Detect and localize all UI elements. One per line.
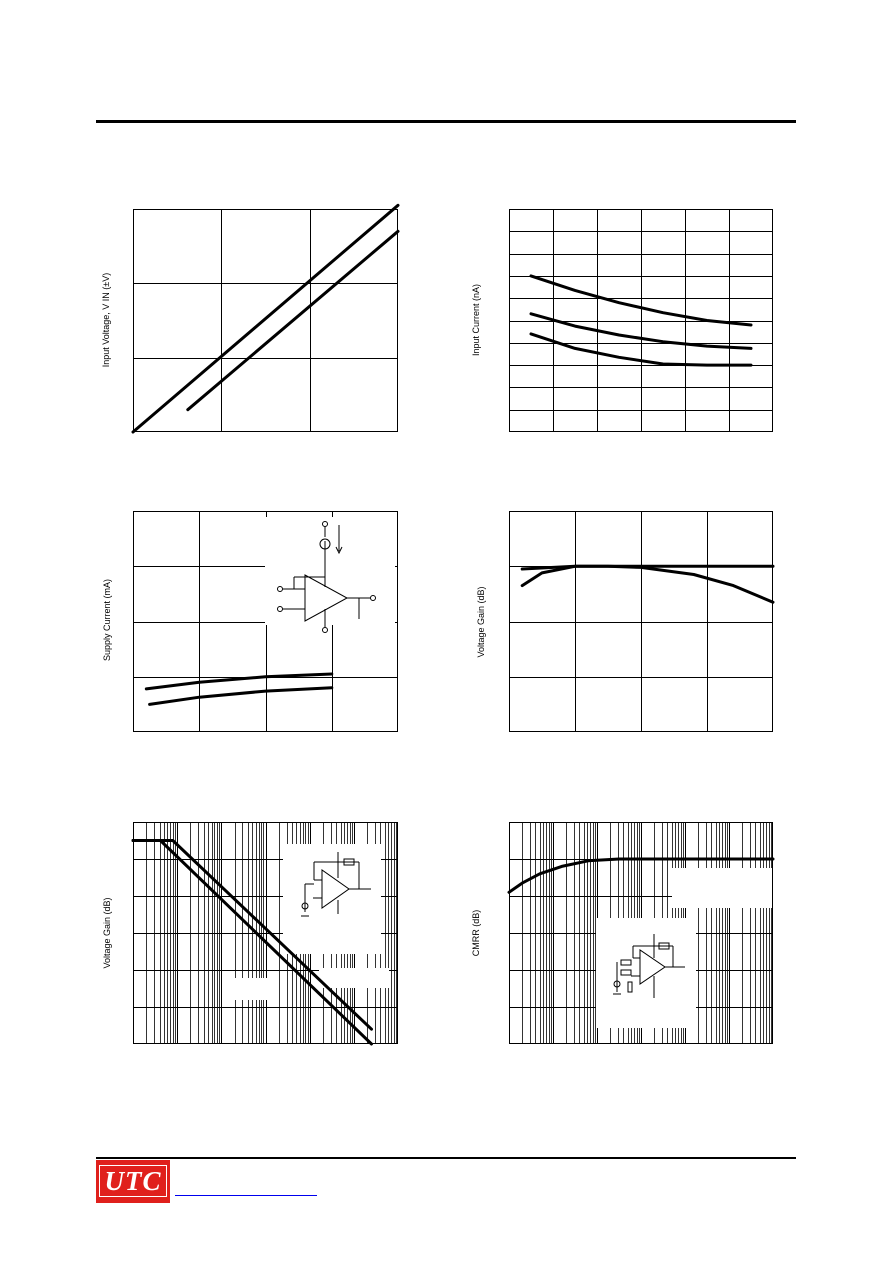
chart-cmrr — [509, 822, 773, 1044]
chart-input-voltage — [133, 209, 398, 432]
utc-logo-text: UTC — [99, 1165, 167, 1197]
circuit-inset — [596, 868, 772, 1028]
y-axis-label: Voltage Gain (dB) — [102, 897, 112, 969]
y-axis-label: Input Voltage, V IN (±V) — [101, 272, 111, 368]
inset-background — [596, 918, 696, 1028]
label-box — [672, 868, 772, 908]
y-axis-label: Voltage Gain (dB) — [476, 586, 486, 658]
terminal — [323, 628, 328, 633]
footer-link[interactable] — [175, 1195, 317, 1196]
series-line — [150, 688, 332, 705]
y-axis-label: Supply Current (mA) — [102, 578, 112, 662]
label-box — [319, 968, 389, 988]
utc-logo — [96, 1160, 170, 1203]
footer-rule — [96, 1157, 796, 1159]
chart-voltage-gain — [509, 511, 773, 732]
series-line — [133, 205, 398, 432]
header-rule — [96, 120, 796, 123]
label-box — [223, 978, 279, 1000]
series-line — [146, 674, 331, 689]
grid — [509, 209, 773, 432]
chart-supply-current — [133, 511, 398, 732]
grid — [509, 511, 773, 732]
y-axis-label: Input Current (nA) — [471, 283, 481, 357]
circuit-inset — [265, 517, 395, 633]
circuit-inset — [223, 844, 389, 1000]
y-axis-label: CMRR (dB) — [471, 909, 481, 957]
inset-background — [283, 844, 381, 954]
chart-gain-frequency — [133, 822, 398, 1044]
series-line — [188, 231, 398, 409]
chart-input-current — [509, 209, 773, 432]
series-line — [522, 566, 773, 602]
